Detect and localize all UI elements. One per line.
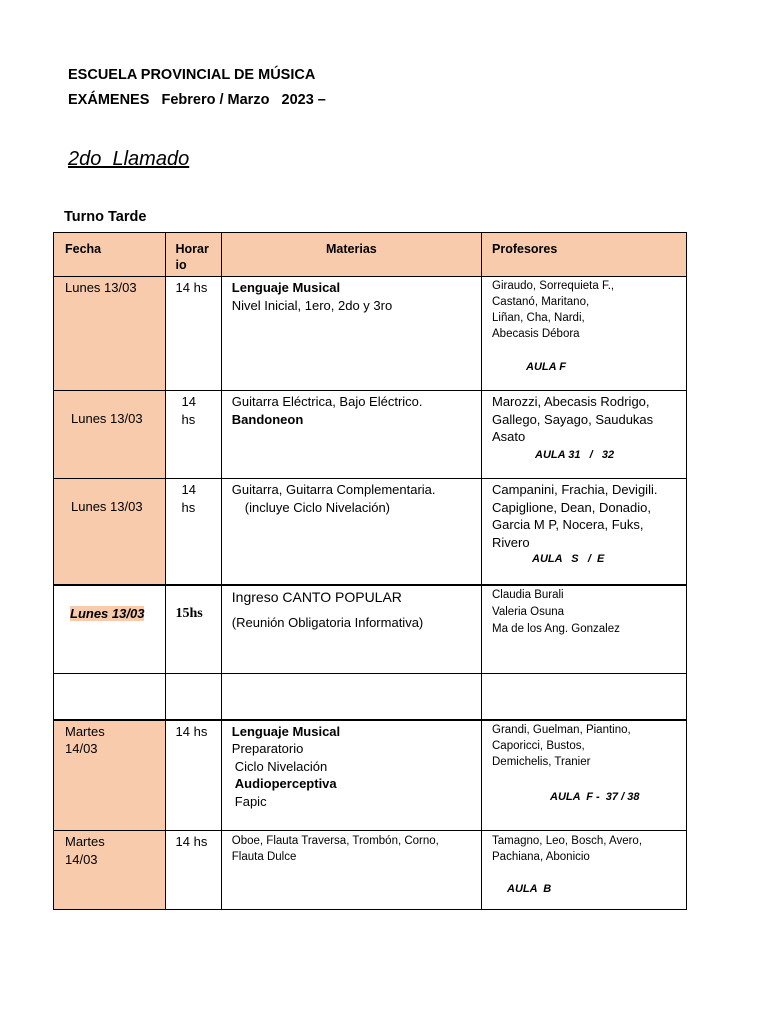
col-header-horario [165, 233, 221, 277]
teacher-line: Marozzi, Abecasis Rodrigo, [492, 394, 650, 409]
teacher-line: Abecasis Débora [492, 328, 580, 340]
teacher-line: Tamagno, Leo, Bosch, Avero, [492, 835, 643, 847]
classroom-label: AULA S / E [532, 553, 605, 565]
classroom-label: AULA F [526, 361, 566, 373]
teacher-line: Caporicci, Bustos, [492, 739, 585, 752]
date-text: Martes 14/03 [65, 723, 105, 756]
teacher-line: Campanini, Frachia, Devigili. [492, 482, 658, 497]
subject-line: Nivel Inicial, 1ero, 2do y 3ro [231, 297, 393, 313]
empty-cell [165, 674, 221, 720]
teacher-line: Pachiana, Abonicio [492, 851, 590, 863]
col-header-profesores: Profesores [482, 233, 687, 277]
classroom-label: AULA F - 37 / 38 [550, 790, 640, 803]
teacher-line: Grandi, Guelman, Piantino, [492, 723, 631, 736]
col-header-horario-text: Horar io [175, 242, 209, 272]
time-cell [165, 479, 221, 585]
date-text: Lunes 13/03 [65, 280, 137, 295]
teachers-cell [482, 585, 687, 674]
table-row [54, 585, 687, 674]
col-header-materias: Materias [221, 233, 481, 277]
teacher-line: Rivero [492, 534, 530, 550]
time-text: 14 hs [181, 394, 196, 427]
subject-line: Fapic [234, 793, 267, 809]
table-row [54, 479, 687, 585]
time-text: 15hs [175, 605, 203, 621]
subject-line: Ciclo Nivelación [234, 758, 328, 774]
teacher-line: Garcia M P, Nocera, Fuks, [492, 517, 644, 532]
table-header-row [54, 233, 687, 277]
shift-label: Turno Tarde [64, 209, 147, 225]
teacher-line: Asato [492, 429, 526, 444]
subjects-cell [221, 585, 481, 674]
date-text: Lunes 13/03 [70, 605, 145, 621]
subjects-cell [221, 479, 481, 585]
subject-line: (Reunión Obligatoria Informativa) [231, 615, 424, 630]
teacher-line: Demichelis, Tranier [492, 755, 591, 768]
teacher-line: Claudia Burali [492, 588, 564, 601]
table-row [54, 720, 687, 831]
date-cell [54, 720, 166, 831]
teachers-cell [482, 831, 687, 910]
exam-schedule-table [53, 232, 687, 910]
classroom-label: AULA B [507, 883, 552, 895]
time-cell [165, 277, 221, 391]
subject-line: (incluye Ciclo Nivelación) [244, 499, 390, 515]
school-title: ESCUELA PROVINCIAL DE MÚSICA [68, 67, 316, 83]
teacher-line: Valeria Osuna [492, 605, 565, 618]
subjects-cell [221, 391, 481, 479]
date-cell [54, 391, 166, 479]
teachers-cell [482, 720, 687, 831]
teacher-line: Castanó, Maritano, [492, 296, 590, 308]
subject-line: Guitarra Eléctrica, Bajo Eléctrico. [231, 394, 423, 409]
subject-line: Preparatorio [231, 741, 304, 756]
empty-cell [482, 674, 687, 720]
subject-line: Ingreso CANTO POPULAR [231, 588, 402, 605]
subject-line: Bandoneon [231, 411, 304, 427]
classroom-label: AULA 31 / 32 [535, 448, 615, 461]
teacher-line: Capiglione, Dean, Donadio, [492, 499, 651, 515]
subject-line: Lenguaje Musical [231, 723, 341, 739]
date-cell [54, 277, 166, 391]
subject-line: Flauta Dulce [231, 851, 297, 863]
subjects-cell [221, 831, 481, 910]
empty-cell [221, 674, 481, 720]
date-cell [54, 831, 166, 910]
exam-period-title: EXÁMENES Febrero / Marzo 2023 – [68, 92, 326, 108]
teachers-cell [482, 391, 687, 479]
subject-line: Lenguaje Musical [231, 280, 341, 295]
date-cell [54, 585, 166, 674]
teacher-line: Giraudo, Sorrequieta F., [492, 280, 615, 292]
empty-cell [54, 674, 166, 720]
teachers-cell [482, 277, 687, 391]
time-cell [165, 831, 221, 910]
subjects-cell [221, 277, 481, 391]
time-cell [165, 720, 221, 831]
time-text: 14 hs [175, 834, 208, 849]
time-text: 14 hs [175, 723, 208, 739]
subject-line: Audioperceptiva [234, 776, 337, 791]
time-text: 14 hs [175, 280, 208, 295]
teacher-line: Liñan, Cha, Nardi, [492, 312, 585, 324]
time-cell [165, 391, 221, 479]
subject-line: Guitarra, Guitarra Complementaria. [231, 482, 436, 497]
table-row [54, 391, 687, 479]
col-header-fecha: Fecha [54, 233, 166, 277]
teachers-cell [482, 479, 687, 585]
subject-line: Oboe, Flauta Traversa, Trombón, Corno, [231, 835, 439, 847]
date-text: Lunes 13/03 [71, 411, 143, 426]
table-row [54, 277, 687, 391]
date-cell [54, 479, 166, 585]
teacher-line: Gallego, Sayago, Saudukas [492, 411, 654, 427]
table-row-empty [54, 674, 687, 720]
table-row [54, 831, 687, 910]
teacher-line: Ma de los Ang. Gonzalez [492, 622, 620, 635]
subjects-cell [221, 720, 481, 831]
call-number-title: 2do Llamado [68, 148, 190, 170]
time-cell [165, 585, 221, 674]
date-text: Lunes 13/03 [71, 499, 143, 514]
time-text: 14 hs [181, 482, 196, 515]
date-text: Martes 14/03 [65, 834, 105, 867]
